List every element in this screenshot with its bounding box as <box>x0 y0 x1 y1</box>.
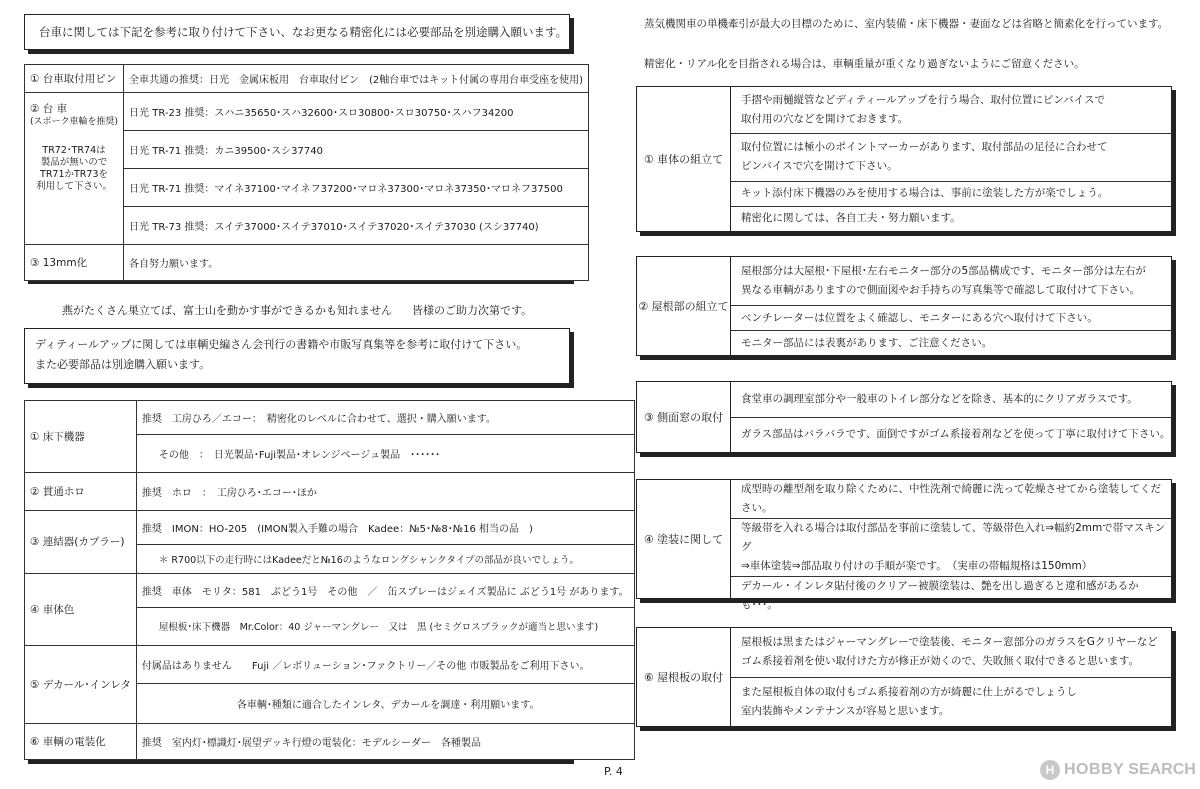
bogie-label-cell <box>25 93 124 245</box>
bogie-notice-text: 台車に関しては下記を参考に取り付けて下さい、なお更なる精密化には必要部品を別途購入願います。 <box>39 25 568 39</box>
parts-row: その他 ： 日光製品･Fuji製品･オレンジベージュ製品 ･･････ <box>136 434 634 472</box>
section-line: ピンバイスで穴を開けて下さい。 <box>741 160 898 173</box>
section-row <box>731 480 1171 519</box>
section-line: 屋根板は黒またはジャーマングレーで塗装後、モニター窓部分のガラスをGクリヤーなど <box>741 636 1158 649</box>
bogie-row: 日光 TR-23 推奨：スハニ35650･スハ32600･スロ30800･スロ30750･スハフ34200 <box>124 93 589 131</box>
bogie-note-line: 製品が無いので <box>40 157 108 168</box>
section-row <box>731 678 1171 727</box>
decal-label: ⑤ デカール･インレタ <box>25 645 137 723</box>
gauge-label: ③ 13mm化 <box>25 245 124 281</box>
proverb-text: 燕がたくさん巣立てば、富士山を動かす事ができるかも知れません <box>62 304 392 317</box>
section-row <box>731 577 1171 615</box>
detail-intro-box <box>24 328 570 384</box>
gauge-text: 各自努力願います。 <box>124 245 589 281</box>
section-row <box>731 519 1171 577</box>
section-row <box>731 134 1171 181</box>
parts-row: 屋根板･床下機器 Mr.Color：40 ジャーマングレー 又は 黒 (セミグロスブラックが適当と思います) <box>136 607 634 645</box>
bogie-table <box>24 64 589 281</box>
parts-row: 推奨 室内灯･標識灯･展望デッキ行燈の電装化：モデルシーダー 各種製品 <box>136 724 634 760</box>
section-row <box>731 331 1171 355</box>
body-color-label: ④ 車体色 <box>25 574 137 646</box>
section-line: 異なる車輌がありますので側面図やお手持ちの写真集等で確認して取付けて下さい。 <box>741 284 1140 296</box>
gangway-label: ② 貫通ホロ <box>25 472 137 510</box>
section-row <box>731 87 1171 134</box>
bogie-pin-label: ① 台車取付用ピン <box>25 65 124 93</box>
section-line: また屋根板自体の取付もゴム系接着剤の方が綺麗に仕上がるでしょうし <box>741 685 1077 698</box>
coupler-label: ③ 連結器(カプラー) <box>25 510 137 573</box>
section-row <box>731 257 1171 306</box>
section-line: モニター部品には表裏があります、ご注意ください。 <box>741 336 993 349</box>
bogie-row: 日光 TR-73 推奨：スイテ37000･スイテ37010･スイテ37020･スイテ37030 (スシ37740) <box>124 207 589 245</box>
parts-row: 各車輌･種類に適合したインレタ、デカールを調達・利用願います。 <box>136 683 634 723</box>
section-line: ゴム系接着剤を使い取付けた方が修正が効くので、失敗無く取付できると思います。 <box>741 655 1139 668</box>
section-painting <box>636 479 1172 611</box>
parts-row: ＊ R700以下の走行時にはKadeeだと№16のようなロングシャンクタイプの部品が良いでしょう。 <box>136 544 634 574</box>
electric-label: ⑥ 車輌の電装化 <box>25 724 137 760</box>
watermark-text-a: HOBBY <box>1064 761 1125 778</box>
section-line: デカール・インレタ貼付後のクリアー被膜塗装は、艶を出し過ぎると違和感があるかも･･･。 <box>741 580 1139 611</box>
right-intro-1: 蒸気機関車の単機牽引が最大の目標のために、室内装備・床下機器・妻面などは省略と簡素化を行っています。 <box>644 18 1169 30</box>
watermark-logo <box>1040 760 1196 780</box>
section-line: 屋根部分は大屋根･下屋根･左右モニター部分の5部品構成です、モニター部分は左右が <box>741 265 1146 277</box>
detail-intro-line: ディティールアップに関しては車輌史編さん会刊行の書籍や市販写真集等を参考に取付けて下さい。 <box>35 338 528 351</box>
parts-row: 推奨 IMON：HO-205 (IMON製入手難の場合 Kadee：№5･№8･№16 相当の品 ) <box>136 510 634 544</box>
section-line: ⇒車体塗装⇒部品取り付けの手順が楽です。 （実車の帯幅規格は150mm） <box>741 560 1093 572</box>
section-line: 成型時の離型剤を取り除くために、中性洗剤で綺麗に洗って乾燥させてから塗装してください。 <box>741 483 1161 514</box>
proverb-thanks: 皆様のご助力次第です。 <box>412 304 533 317</box>
bogie-pin-text: 全車共通の推奨：日光 金属床板用 台車取付ピン (2軸台車ではキット付属の専用台車受座を使用) <box>124 65 589 93</box>
section-row <box>731 306 1171 331</box>
bogie-row: 日光 TR-71 推奨：マイネ37100･マイネフ37200･マロネ37300･マロネ37350･マロネフ37500 <box>124 169 589 207</box>
section-roof-assembly <box>636 256 1172 356</box>
section-line: 手摺や雨樋縦管などディティールアップを行う場合、取付位置にピンバイスで <box>741 94 1106 107</box>
section-row <box>731 418 1171 453</box>
section-label: ① 車体の組立て <box>637 87 731 231</box>
section-label: ③ 側面窓の取付 <box>637 382 731 452</box>
section-line: 食堂車の調理室部分や一般車のトイレ部分などを除き、基本的にクリアガラスです。 <box>741 392 1138 405</box>
parts-table <box>24 400 635 760</box>
section-row <box>731 182 1171 207</box>
section-row <box>731 382 1171 418</box>
parts-row: 推奨 車体 モリタ：581 ぶどう1号 その他 ／ 缶スプレーはジェイズ製品に ぶどう1号 があります。 <box>136 574 634 608</box>
section-line: 室内装飾やメンテナンスが容易と思います。 <box>741 704 950 717</box>
section-line: ベンチレーターは位置をよく確認し、モニターにある穴へ取付けて下さい。 <box>741 311 1098 324</box>
section-roof-plate <box>636 627 1172 727</box>
bogie-note <box>30 145 118 193</box>
bogie-notice <box>24 14 570 50</box>
section-label: ⑥ 屋根板の取付 <box>637 628 731 726</box>
bogie-row: 日光 TR-71 推奨：カニ39500･スシ37740 <box>124 131 589 169</box>
section-line: 取付用の穴などを開けておきます。 <box>741 113 909 126</box>
parts-row: 付属品はありません Fuji ／レボリューション･ファクトリー／その他 市販製品をご利用下さい。 <box>136 645 634 683</box>
section-label: ④ 塗装に関して <box>637 480 731 598</box>
section-line: キット添付床下機器のみを使用する場合は、事前に塗装した方が楽でしょう。 <box>741 187 1109 200</box>
watermark-text-b: SEARCH <box>1128 761 1196 778</box>
page-number: P. 4 <box>604 765 623 778</box>
section-line: 等級帯を入れる場合は取付部品を事前に塗装して、等級帯色入れ⇒幅約2mmで帯マスキング <box>741 522 1166 553</box>
bogie-note-line: 利用して下さい。 <box>36 181 113 192</box>
detail-intro-line: また必要部品は別途購入願います。 <box>35 358 211 371</box>
section-line: 取付位置には極小のポイントマーカーがあります、取付部品の足径に合わせて <box>741 141 1108 154</box>
section-label: ② 屋根部の組立て <box>637 257 731 355</box>
bogie-label: ② 台 車 <box>30 103 68 115</box>
hobby-search-logo-icon: H <box>1040 760 1060 780</box>
section-side-windows <box>636 381 1172 453</box>
bogie-note-line: TR71かTR73を <box>40 169 109 180</box>
parts-row: 推奨 工房ひろ／エコー： 精密化のレベルに合わせて、選択・購入願います。 <box>136 401 634 435</box>
bogie-note-line: TR72･TR74は <box>42 145 106 156</box>
underfloor-label: ① 床下機器 <box>25 401 137 473</box>
section-row <box>731 628 1171 678</box>
bogie-label-sub: (スポーク車輪を推奨) <box>30 117 119 127</box>
section-line: 精密化に関しては、各自工夫・努力願います。 <box>741 212 961 225</box>
parts-row: 推奨 ホロ ： 工房ひろ･エコー･ほか <box>136 472 634 510</box>
section-row <box>731 207 1171 231</box>
section-line: ガラス部品はバラバラです、面倒ですがゴム系接着剤などを使って丁寧に取付けて下さい。 <box>741 428 1171 441</box>
section-body-assembly <box>636 86 1172 232</box>
right-intro-2: 精密化・リアル化を目指される場合は、車輌重量が重くなり過ぎないようにご留意ください。 <box>644 58 1085 70</box>
